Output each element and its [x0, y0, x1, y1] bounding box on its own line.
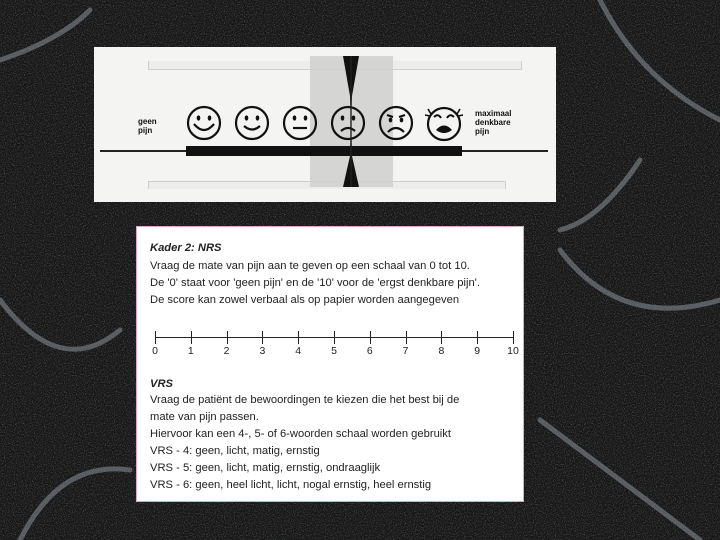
- nrs-number: 6: [366, 345, 373, 357]
- nrs-tick: [298, 331, 299, 344]
- nrs-tick: [513, 331, 514, 344]
- vrs-heading: VRS: [150, 378, 174, 390]
- vrs-line: Vraag de patiënt de bewoordingen te kiezen die het best bij de: [150, 394, 460, 406]
- nrs-tick: [262, 331, 263, 344]
- nrs-number: 0: [152, 345, 158, 357]
- vrs-line: VRS - 4: geen, licht, matig, ernstig: [150, 445, 320, 457]
- nrs-line: De score kan zowel verbaal als op papier worden aangegeven: [150, 294, 460, 306]
- nrs-tick: [155, 331, 156, 344]
- nrs-tick: [191, 331, 192, 344]
- nrs-tick: [477, 331, 478, 344]
- nrs-number: 5: [331, 345, 337, 357]
- pain-ruler: [94, 47, 556, 202]
- nrs-number: 10: [507, 345, 519, 357]
- nrs-scale: [155, 331, 513, 345]
- nrs-number: 9: [474, 345, 481, 357]
- nrs-tick: [406, 331, 407, 344]
- nrs-tick: [227, 331, 228, 344]
- vrs-line: VRS - 6: geen, heel licht, licht, nogal ernstig, heel ernstig: [150, 479, 432, 491]
- nrs-vrs-card: [136, 226, 524, 502]
- ruler-scale-band: [186, 146, 462, 156]
- happy-face-icon: [186, 105, 222, 141]
- nrs-line: De '0' staat voor 'geen pijn' en de '10' voor de 'ergst denkbare pijn'.: [150, 277, 480, 289]
- vrs-line: Hiervoor kan een 4-, 5- of 6-woorden schaal worden gebruikt: [150, 428, 451, 440]
- left-label: geen pijn: [138, 117, 157, 135]
- crying-face-icon: [424, 103, 464, 143]
- right-label: maximaal denkbare pijn: [475, 109, 512, 136]
- slider-marker: [339, 56, 363, 187]
- nrs-line: Vraag de mate van pijn aan te geven op een schaal van 0 tot 10.: [150, 260, 470, 272]
- nrs-number: 2: [223, 345, 230, 357]
- frowning-face-icon: [378, 105, 414, 141]
- smiling-face-icon: [234, 105, 270, 141]
- nrs-number: 7: [402, 345, 409, 357]
- vrs-line: mate van pijn passen.: [150, 411, 259, 423]
- nrs-number: 8: [438, 345, 445, 357]
- vrs-line: VRS - 5: geen, licht, matig, ernstig, ondraaglijk: [150, 462, 381, 474]
- nrs-tick: [441, 331, 442, 344]
- nrs-tick: [334, 331, 335, 344]
- nrs-number: 3: [259, 345, 266, 357]
- neutral-face-icon: [282, 105, 318, 141]
- nrs-number: 1: [187, 345, 194, 357]
- nrs-tick: [370, 331, 371, 344]
- nrs-number: 4: [295, 345, 302, 357]
- nrs-heading: Kader 2: NRS: [150, 242, 222, 254]
